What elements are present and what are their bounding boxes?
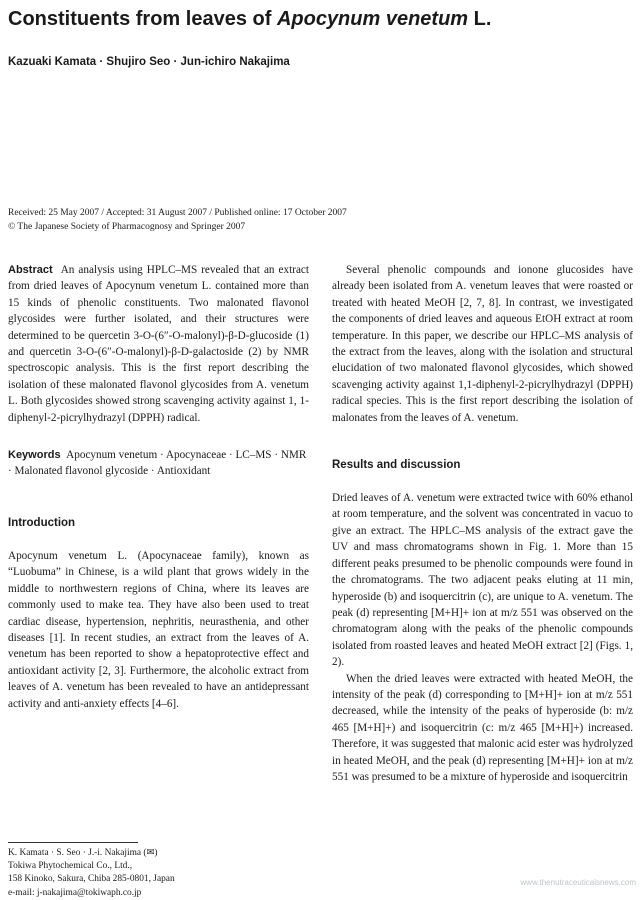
- keywords: [8, 447, 309, 480]
- left-column: [8, 262, 309, 712]
- paper-title: [8, 6, 628, 32]
- abstract: [8, 262, 309, 426]
- footnote-divider: [8, 842, 138, 843]
- author-footnote: [8, 847, 308, 900]
- right-column: [332, 262, 633, 785]
- author-list: Kazuaki Kamata · Shujiro Seo · Jun-ichiro Nakajima: [8, 56, 290, 68]
- copyright-line: © The Japanese Society of Pharmacognosy and Springer 2007: [8, 222, 246, 232]
- results-heading: Results and discussion: [332, 459, 461, 472]
- footnote-names: K. Kamata · S. Seo · J.-i. Nakajima (✉): [8, 848, 158, 858]
- introduction-heading: Introduction: [8, 516, 76, 529]
- introduction-paragraph: Apocynum venetum L. (Apocynaceae family), known as “Luobuma” in Chinese, is a wild plant that grows widely in the middle to northwestern regions of China, where its leaves are commonly used to make tea. They have also been used to treat cardiac disease, hypertension, nephritis, neurasthenia, and other diseases [1]. In recent studies, an extract from the leaves of A. venetum has been reported to show a hepatoprotective effect and antioxidant activity [2, 3]. Furthermore, the alcoholic extract from leaves of A. venetum has been revealed to have an antidepressant activity and anti-anxiety effects [4–6].: [8, 549, 309, 710]
- title-text: Constituents from leaves of: [8, 8, 277, 30]
- received-line: Received: 25 May 2007 / Accepted: 31 August 2007 / Published online: 17 October 2007: [8, 208, 347, 218]
- intro-continued-paragraph: Several phenolic compounds and ionone glucosides have already been isolated from A. venetum leaves that were roasted or treated with heated MeOH [2, 7, 8]. In contrast, we investigated the components of dried leaves and aqueous EtOH extract at room temperature. In this paper, we describe our HPLC–MS analysis of the extract from the leaves, along with the isolation and structural elucidation of two malonated flavonol glycosides, which showed scavenging activity against 1,1-diphenyl-2-picrylhydrazyl (DPPH) radical species. This is the first report describing the isolation of malonates from the leaves of A. venetum.: [332, 264, 633, 424]
- publication-dates: [8, 206, 347, 234]
- title-species: Apocynum venetum: [276, 8, 469, 30]
- keywords-text: Apocynum venetum · Apocynaceae · LC–MS · NMR · Malonated flavonol glycoside · Antioxidant: [8, 449, 307, 478]
- footnote-affiliation: Tokiwa Phytochemical Co., Ltd.,: [8, 861, 133, 872]
- results-paragraph-2: When the dried leaves were extracted with heated MeOH, the intensity of the peak (d) corresponding to [M+H]+ ion at m/z 551 decreased, while the intensity of the peaks of hyperoside (b: m/z 465 [M+H]+) and isoquercitrin (c: m/z 465 [M+H]+) increased. Therefore, it was suggested that malonic acid ester was hydrolyzed in heated MeOH, and the peak (d) representing [M+H]+ ion at m/z 551 was presumed to be a mixture of hyperoside and isoquercitrin: [332, 672, 633, 783]
- title-suffix: L.: [468, 8, 492, 30]
- results-paragraph-1: Dried leaves of A. venetum were extracted twice with 60% ethanol at room temperature, and the solvent was concentrated in vacuo to give an extract. The HPLC–MS analysis of the extract gave the UV and mass chromatograms shown in Fig. 1. More than 15 different peaks presumed to be phenolic compounds were found in the chromatograms. The two adjacent peaks eluting at 11 min, hyperoside (b) and isoquercitrin (c), are unique to A. venetum. The peak (d) representing [M+H]+ ion at m/z 551 was observed on the chromatogram along with the peaks of the phenolic compounds isolated from roasted leaves and heated MeOH extract [2] (Figs. 1, 2).: [332, 492, 633, 669]
- abstract-label: Abstract: [8, 264, 53, 276]
- footnote-email: e-mail: j-nakajima@tokiwaph.co.jp: [8, 887, 142, 898]
- keywords-label: Keywords: [8, 449, 61, 462]
- footnote-address: 158 Kinoko, Sakura, Chiba 285-0801, Japan: [8, 874, 175, 885]
- abstract-text: An analysis using HPLC–MS revealed that an extract from dried leaves of Apocynum venetum L. contained more than 15 kinds of phenolic constituents. Two malonated flavonol glycosides were further isolated, and their structures were determined to be quercetin 3-O-(6″-O-malonyl)-β-D-glucoside (1) and quercetin 3-O-(6″-O-malonyl)-β-D-galactoside (2) by NMR spectroscopic analysis. This is the first report describing the isolation of these malonated flavonol glycosides from A. venetum L. Both glycosides showed strong scavenging activity against 1, 1-diphenyl-2-picrylhydrazyl (DPPH) radical.: [8, 264, 309, 424]
- watermark: www.thenutraceuticalsnews.com: [520, 878, 636, 887]
